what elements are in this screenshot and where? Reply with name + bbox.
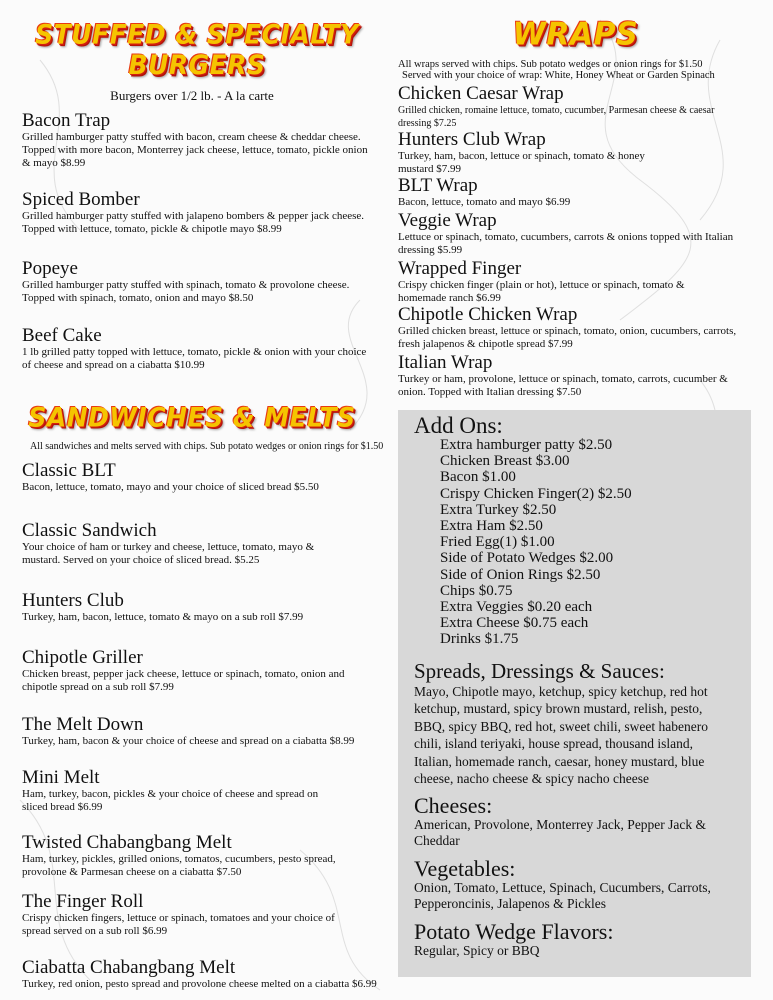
menu-item-name: Mini Melt [22,767,100,788]
menu-item [398,176,758,211]
menu-item-name: The Melt Down [22,714,144,735]
menu-item-desc: Ham, turkey, pickles, grilled onions, tomatos, cucumbers, pesto spread, provolone & Parmesan cheese on a ciabatta $7.50 [22,853,336,878]
menu-item-desc: Turkey or ham, provolone, lettuce or spinach, tomato, carrots, cucumber & onion. Topped with Italian dressing $7.50 [398,373,728,398]
menu-item [22,892,382,958]
cheeses-text: American, Provolone, Monterrey Jack, Pepper Jack & Cheddar [414,816,707,848]
menu-item-name: Ciabatta Chabangbang Melt [22,957,236,978]
menu-item-desc: Your choice of ham or turkey and cheese, lettuce, tomato, mayo & mustard. Served on your choice of sliced bread. $5.25 [22,541,315,566]
menu-item-desc: Turkey, ham, bacon, lettuce or spinach, tomato & honey mustard $7.99 [398,150,645,175]
sandwiches-note: All sandwiches and melts served with chips. Sub potato wedges or onion rings for $1.50 [30,441,384,452]
vegetables-text: Onion, Tomato, Lettuce, Spinach, Cucumbers, Carrots, Pepperoncinis, Jalapenos & Pickles [414,879,711,911]
menu-item-name: Hunters Club Wrap [398,129,546,150]
menu-item [22,648,382,715]
list-item: Crispy Chicken Finger(2) $2.50 [440,485,632,502]
menu-item-name: Classic BLT [22,460,116,481]
list-item: Side of Onion Rings $2.50 [440,566,601,583]
burgers-title: STUFFED & SPECIALTY BURGERS [35,19,359,81]
menu-item-desc: Grilled hamburger patty stuffed with spinach, tomato & provolone cheese. Topped with spinach, tomato, onion and mayo $8.50 [22,279,350,304]
menu-item-name: Chipotle Griller [22,647,143,668]
menu-item-name: Beef Cake [22,325,102,346]
menu-item [398,130,758,176]
menu-item [22,768,382,833]
potato-text: Regular, Spicy or BBQ [414,942,540,958]
menu-item [398,353,758,399]
right-column [398,16,758,399]
menu-item-name: Classic Sandwich [22,520,157,541]
menu-item [22,958,382,991]
menu-item-name: Twisted Chabangbang Melt [22,832,232,853]
wraps-note-2: Served with your choice of wrap: White, Honey Wheat or Garden Spinach [402,70,715,81]
menu-item [22,259,382,326]
menu-item [398,211,758,259]
menu-item-desc: 1 lb grilled patty topped with lettuce, tomato, pickle & onion with your choice of cheese and spread on a ciabatta $10.99 [22,346,367,371]
list-item: Extra hamburger patty $2.50 [440,437,613,453]
menu-item [22,111,382,190]
list-item: Bacon $1.00 [440,469,516,486]
menu-item-name: BLT Wrap [398,175,478,196]
menu-item [22,833,382,892]
menu-item-name: Chipotle Chicken Wrap [398,304,578,325]
menu-item-desc: Lettuce or spinach, tomato, cucumbers, carrots & onions topped with Italian dressing $5.99 [398,231,734,256]
sandwich-list [22,461,382,991]
menu-item-desc: Bacon, lettuce, tomato, mayo and your choice of sliced bread $5.50 [22,481,319,493]
list-item: Chicken Breast $3.00 [440,453,570,470]
menu-item-desc: Grilled chicken breast, lettuce or spinach, tomato, onion, cucumbers, carrots, fresh jalapenos & chipotle spread $7.99 [398,325,737,350]
menu-item-desc: Crispy chicken finger (plain or hot), lettuce or spinach, tomato & homemade ranch $6.99 [398,279,685,304]
cheeses-title: Cheeses: [414,792,493,818]
menu-item-name: Spiced Bomber [22,189,140,210]
left-column [22,20,382,991]
menu-item-desc: Turkey, ham, bacon, lettuce, tomato & mayo on a sub roll $7.99 [22,611,304,623]
menu-item [398,305,758,353]
sandwiches-title: SANDWICHES & MELTS [28,402,356,433]
menu-item [22,715,382,768]
list-item: Drinks $1.75 [440,631,519,648]
menu-item-desc: Ham, turkey, bacon, pickles & your choice of cheese and spread on sliced bread $6.99 [22,788,319,813]
addons-title: Add Ons: [414,413,503,438]
potato-title: Potato Wedge Flavors: [414,918,614,944]
addons-panel-inner [414,414,744,959]
menu-item-name: Hunters Club [22,590,124,611]
menu-item-desc: Grilled chicken, romaine lettuce, tomato, cucumber, Parmesan cheese & caesar dressing $7.25 [398,105,715,129]
wraps-note-1: All wraps served with chips. Sub potato wedges or onion rings for $1.50 [398,59,703,70]
spreads-text: Mayo, Chipotle mayo, ketchup, spicy ketchup, red hot ketchup, mustard, spicy brown mustard, relish, pesto, BBQ, spicy BBQ, red hot, sweet chili, sweet habenero chili, island teriyaki, house spread, thousand island, Italian, homemade ranch, caesar, honey mustard, blue cheese, nacho cheese & spicy nacho cheese [414,683,708,787]
menu-item-desc: Chicken breast, pepper jack cheese, lettuce or spinach, tomato, onion and chipotle spread on a sub roll $7.99 [22,668,345,693]
menu-item-desc: Crispy chicken fingers, lettuce or spinach, tomatoes and your choice of spread served on a sub roll $6.99 [22,912,335,937]
menu-item-desc: Grilled hamburger patty stuffed with jalapeno bombers & pepper jack cheese. Topped with lettuce, tomato, pickle & chipotle mayo $8.99 [22,210,365,235]
menu-item-name: Italian Wrap [398,352,493,373]
list-item: Extra Cheese $0.75 each [440,615,589,632]
menu-item-desc: Turkey, red onion, pesto spread and provolone cheese melted on a ciabatta $6.99 [22,978,377,990]
list-item: Extra Veggies $0.20 each [440,599,593,616]
menu-item [398,259,758,305]
menu-item-name: The Finger Roll [22,891,144,912]
menu-item-name: Bacon Trap [22,110,111,131]
list-item: Side of Potato Wedges $2.00 [440,550,614,567]
wraps-title: WRAPS [512,16,639,53]
list-item: Chips $0.75 [440,582,513,599]
menu-item-name: Popeye [22,258,78,279]
list-item: Extra Turkey $2.50 [440,501,557,518]
menu-item [22,190,382,259]
menu-item-name: Wrapped Finger [398,258,522,279]
menu-item-name: Chicken Caesar Wrap [398,83,564,104]
list-item: Fried Egg(1) $1.00 [440,534,555,551]
addons-panel [398,410,751,977]
burgers-subtitle: Burgers over 1/2 lb. - A la carte [110,88,274,103]
menu-item [22,326,382,386]
menu-item [22,521,382,591]
menu-item-desc: Grilled hamburger patty stuffed with bacon, cream cheese & cheddar cheese. Topped with more bacon, Monterrey jack cheese, lettuce, tomato, pickle onion & mayo $8.99 [22,131,368,169]
vegetables-title: Vegetables: [414,855,516,881]
menu-item [398,84,758,130]
wrap-list [398,84,758,399]
menu-item-name: Veggie Wrap [398,210,497,231]
addons-list [414,437,744,648]
menu-item [22,591,382,648]
menu-item-desc: Turkey, ham, bacon & your choice of cheese and spread on a ciabatta $8.99 [22,735,355,747]
spreads-title: Spreads, Dressings & Sauces: [414,658,665,683]
menu-item-desc: Bacon, lettuce, tomato and mayo $6.99 [398,196,571,208]
list-item: Extra Ham $2.50 [440,518,543,535]
burger-list [22,111,382,386]
menu-item [22,461,382,521]
